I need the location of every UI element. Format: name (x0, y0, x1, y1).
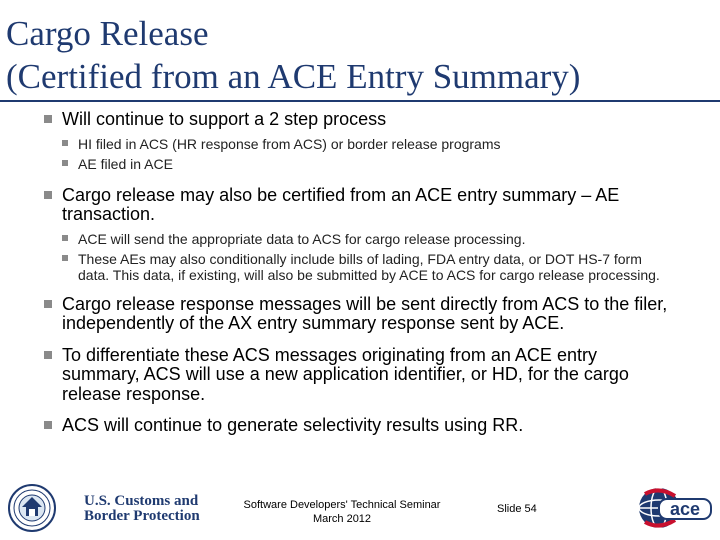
bullet-item: ACS will continue to generate selectivity results using RR. (44, 416, 674, 436)
bullet-marker (44, 300, 52, 308)
bullet-list (44, 110, 674, 436)
sub-bullet-item: ACE will send the appropriate data to ACS for cargo release processing. (62, 231, 674, 247)
title-line-2: (Certified from an ACE Entry Summary) (6, 57, 581, 96)
sub-bullet-item: HI filed in ACS (HR response from ACS) or border release programs (62, 136, 674, 152)
bullet-item: Will continue to support a 2 step process (44, 110, 674, 130)
sub-bullet-item: These AEs may also conditionally include bills of lading, FDA entry data, or DOT HS-7 form data. This data, if existing, will also be submitted by ACE to ACS for cargo release processing. (62, 251, 674, 283)
bullet-marker (44, 115, 52, 123)
slide-number: Slide 54 (497, 503, 537, 515)
bullet-marker (62, 235, 68, 241)
bullet-marker (44, 421, 52, 429)
bullet-marker (44, 351, 52, 359)
ace-logo-text: ace (669, 499, 701, 519)
bullet-marker (62, 255, 68, 261)
bullet-item: To differentiate these ACS messages originating from an ACE entry summary, ACS will use a new application identifier, or HD, for the cargo release response. (44, 346, 674, 405)
bullet-marker (44, 191, 52, 199)
footer-seminar: Software Developers' Technical Seminar March 2012 (243, 499, 441, 525)
dhs-seal-icon (4, 483, 64, 533)
ace-logo (637, 482, 717, 534)
cbp-wordmark: U.S. Customs and Border Protection (84, 493, 200, 524)
bullet-marker (62, 140, 68, 146)
bullet-item: Cargo release may also be certified from an ACE entry summary – AE transaction. (44, 186, 674, 225)
bullet-marker (62, 160, 68, 166)
slide-title (6, 12, 706, 98)
sub-bullet-item: AE filed in ACE (62, 156, 674, 172)
ace-globe-icon (637, 482, 717, 534)
title-divider (0, 100, 720, 102)
title-line-1: Cargo Release (6, 14, 209, 53)
bullet-item: Cargo release response messages will be sent directly from ACS to the filer, independently of the AX entry summary response sent by ACE. (44, 295, 674, 334)
